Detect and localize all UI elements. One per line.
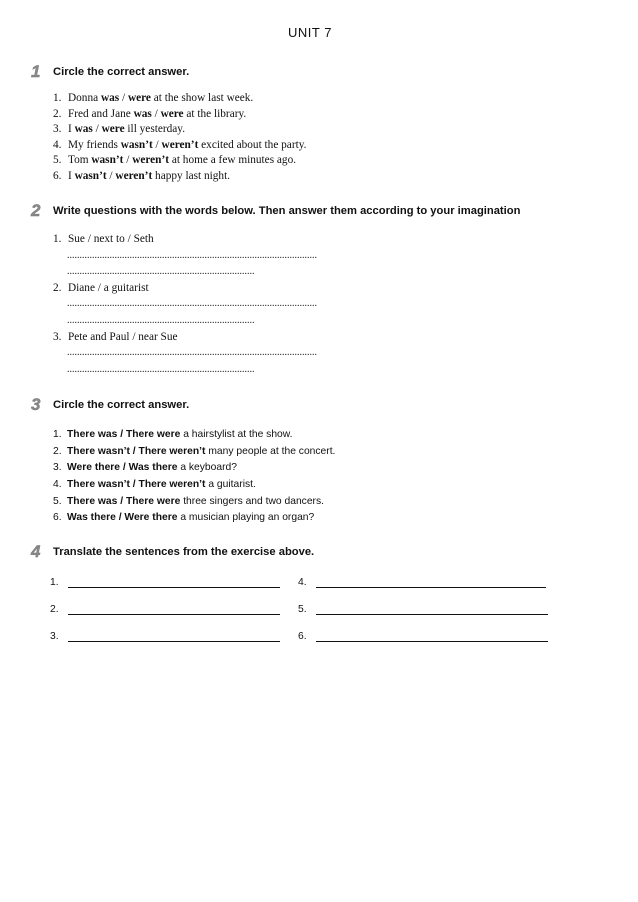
exercise-number: 3 bbox=[31, 395, 41, 414]
exercise-instruction: Write questions with the words below. Then answer them according to your imagination bbox=[53, 205, 521, 217]
option[interactable]: was bbox=[100, 92, 120, 104]
exercise-1-heading bbox=[31, 62, 189, 82]
list-item: 4. There wasn’t / There weren’t a guitarist. bbox=[53, 479, 256, 491]
translation-line[interactable]: 3. bbox=[50, 629, 280, 642]
option[interactable]: wasn’t bbox=[120, 138, 153, 151]
translation-line[interactable]: 1. bbox=[50, 575, 280, 588]
translation-line[interactable]: 6. bbox=[298, 629, 548, 642]
exercise-2-prompt: 2. Diane / a guitarist bbox=[53, 282, 149, 294]
exercise-instruction: Translate the sentences from the exercise above. bbox=[53, 546, 315, 558]
option[interactable]: wasn’t bbox=[91, 154, 124, 166]
answer-line[interactable]: ........................................................................... bbox=[67, 315, 255, 326]
option[interactable]: There was / There were bbox=[67, 495, 181, 507]
option[interactable]: weren’t bbox=[132, 154, 169, 166]
exercise-2-heading bbox=[31, 201, 520, 221]
exercise-3-heading bbox=[31, 395, 189, 415]
exercise-1-list bbox=[53, 91, 306, 184]
option[interactable]: was bbox=[74, 123, 93, 135]
option[interactable]: were bbox=[160, 107, 184, 120]
list-item: 6. I wasn’t / weren’t happy last night. bbox=[53, 169, 231, 182]
list-item: 6. Was there / Were there a musician playing an organ? bbox=[53, 512, 315, 524]
list-item: 1. Donna was / were at the show last week. bbox=[53, 92, 254, 104]
option[interactable]: There wasn’t / There weren’t bbox=[67, 445, 206, 457]
option[interactable]: were bbox=[101, 123, 125, 135]
exercise-number: 4 bbox=[31, 542, 41, 561]
list-item: 3. Were there / Was there a keyboard? bbox=[53, 462, 237, 474]
list-item: 1. There was / There were a hairstylist at the show. bbox=[53, 429, 293, 440]
list-item: 5. Tom wasn’t / weren’t at home a few minutes ago. bbox=[53, 154, 297, 166]
option[interactable]: Were there / Was there bbox=[67, 462, 178, 474]
option[interactable]: was bbox=[133, 107, 152, 120]
answer-line[interactable]: .................................................................................................... bbox=[67, 250, 317, 261]
answer-line[interactable]: ........................................................................... bbox=[67, 364, 255, 375]
exercise-number: 2 bbox=[31, 201, 41, 220]
translation-line[interactable]: 2. bbox=[50, 602, 280, 615]
answer-line[interactable]: ........................................................................... bbox=[67, 266, 255, 277]
list-item: 2. There wasn’t / There weren’t many people at the concert. bbox=[53, 445, 336, 457]
exercise-2-prompt: 3. Pete and Paul / near Sue bbox=[53, 331, 178, 343]
exercise-instruction: Circle the correct answer. bbox=[53, 399, 190, 411]
list-item: 3. I was / were ill yesterday. bbox=[53, 123, 186, 135]
option[interactable]: wasn’t bbox=[74, 169, 107, 182]
answer-line[interactable]: .................................................................................................... bbox=[67, 347, 317, 358]
option[interactable]: There was / There were bbox=[67, 429, 181, 440]
list-item: 4. My friends wasn’t / weren’t excited about the party. bbox=[53, 138, 307, 151]
exercise-number: 1 bbox=[31, 62, 41, 81]
list-item: 2. Fred and Jane was / were at the library. bbox=[53, 107, 247, 120]
answer-line[interactable]: .................................................................................................... bbox=[67, 298, 317, 309]
option[interactable]: weren’t bbox=[161, 138, 199, 151]
option[interactable]: Was there / Were there bbox=[67, 512, 178, 524]
exercise-3-list bbox=[53, 427, 335, 527]
option[interactable]: There wasn’t / There weren’t bbox=[67, 479, 206, 491]
translation-line[interactable]: 5. bbox=[298, 602, 548, 615]
option[interactable]: weren’t bbox=[115, 169, 153, 182]
exercise-2-prompt: 1. Sue / next to / Seth bbox=[53, 233, 154, 245]
exercise-instruction: Circle the correct answer. bbox=[53, 66, 190, 78]
exercise-4-heading bbox=[31, 542, 314, 562]
unit-title: UNIT 7 bbox=[288, 25, 332, 40]
translation-line[interactable]: 4. bbox=[298, 575, 546, 588]
option[interactable]: were bbox=[127, 92, 151, 104]
list-item: 5. There was / There were three singers and two dancers. bbox=[53, 495, 324, 507]
